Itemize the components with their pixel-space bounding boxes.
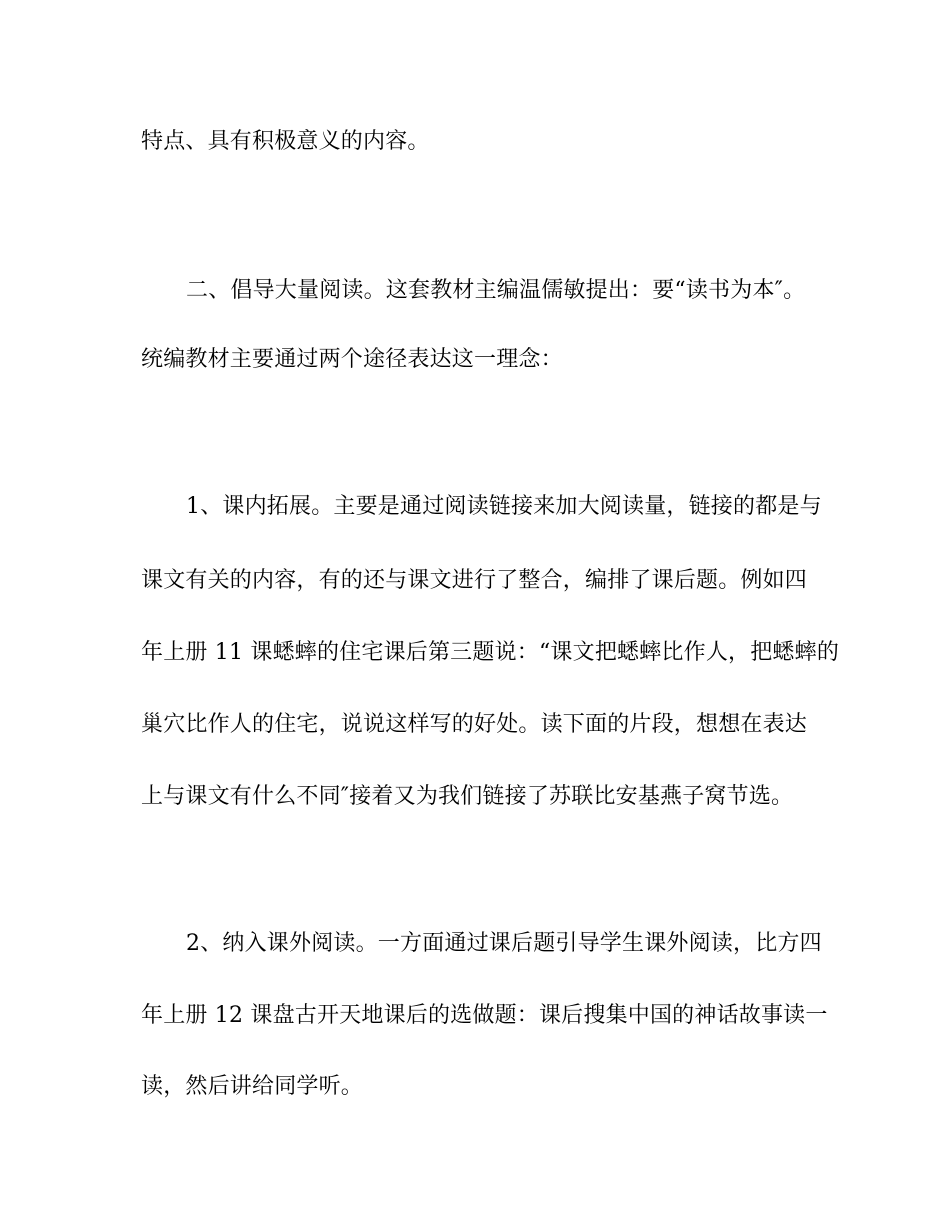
paragraph-line: 读，然后讲给同学听。 — [141, 1074, 364, 1099]
paragraph-line: 上与课文有什么不同″接着又为我们链接了苏联比安基燕子窝节选。 — [141, 784, 794, 809]
paragraph-line: 2、纳入课外阅读。一方面通过课后题引导学生课外阅读，比方四 — [186, 931, 822, 956]
paragraph-line: 年上册 11 课蟋蟀的住宅课后第三题说：“课文把蟋蟀比作人，把蟋蟀的 — [141, 640, 840, 665]
paragraph-line: 特点、具有积极意义的内容。 — [141, 129, 430, 154]
paragraph-line: 年上册 12 课盘古开天地课后的选做题：课后搜集中国的神话故事读一 — [141, 1003, 828, 1028]
paragraph-line: 巢穴比作人的住宅，说说这样写的好处。读下面的片段，想想在表达 — [141, 712, 808, 737]
paragraph-line: 1、课内拓展。主要是通过阅读链接来加大阅读量，链接的都是与 — [186, 494, 822, 519]
paragraph-line: 统编教材主要通过两个途径表达这一理念： — [141, 347, 563, 372]
paragraph-line: 二、倡导大量阅读。这套教材主编温儒敏提出：要“读书为本″。 — [186, 278, 806, 303]
paragraph-line: 课文有关的内容，有的还与课文进行了整合，编排了课后题。例如四 — [141, 568, 808, 593]
